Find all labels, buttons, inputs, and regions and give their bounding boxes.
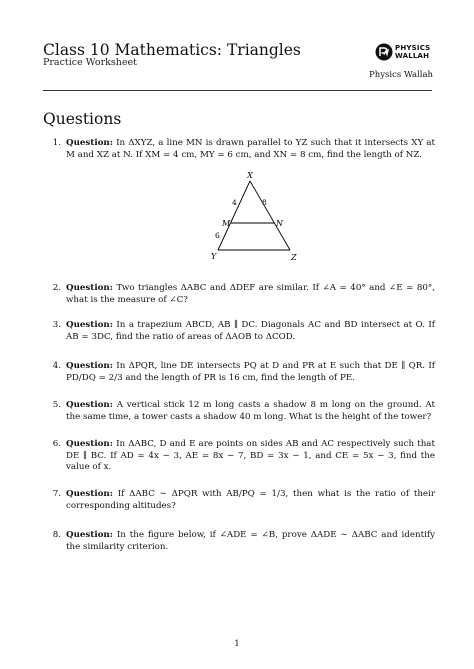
question-label: Question:	[66, 439, 113, 449]
point-m-label: M	[222, 219, 231, 228]
xn-length-label: 8	[262, 198, 267, 207]
question-label: Question:	[66, 530, 113, 540]
side-xz	[250, 181, 290, 250]
question-number: 7.	[52, 489, 61, 499]
question-number: 6.	[52, 439, 61, 449]
question-label: Question:	[66, 400, 113, 410]
my-length-label: 6	[215, 231, 220, 240]
point-n-label: N	[276, 219, 283, 228]
question-number: 2.	[52, 283, 61, 293]
vertex-y-label: Y	[211, 252, 217, 261]
question-text: In a trapezium ABCD, AB ∥ DC. Diagonals AC and BD intersect at O. If AB = 3DC, find the ratio of areas of ΔAOB to ΔCOD.	[66, 320, 436, 342]
side-xy	[218, 181, 250, 250]
question-item	[48, 138, 435, 161]
question-label: Question:	[66, 361, 113, 371]
question-item	[48, 439, 435, 474]
question-number: 1.	[52, 138, 61, 148]
question-label: Question:	[66, 138, 113, 148]
question-text: A vertical stick 12 m long casts a shadow 8 m long on the ground. At the same time, a tower casts a shadow 40 m long. What is the height of the tower?	[66, 400, 436, 422]
vertex-x-label: X	[247, 171, 253, 180]
question-text: If ΔABC ∼ ΔPQR with AB/PQ = 1/3, then what is the ratio of their corresponding altitudes?	[66, 489, 435, 511]
question-text: In ΔPQR, line DE intersects PQ at D and PR at E such that DE ∥ QR. If PD/DQ = 2/3 and the length of PR is 16 cm, find the length of PE.	[66, 361, 435, 383]
question-number: 3.	[52, 320, 61, 330]
vertex-z-label: Z	[291, 253, 297, 262]
question-number: 5.	[52, 400, 61, 410]
question-item	[48, 530, 435, 553]
question-item	[48, 489, 435, 512]
brand-name: Physics Wallah	[369, 70, 433, 80]
xm-length-label: 4	[232, 198, 237, 207]
logo-text	[395, 44, 430, 60]
triangle-xyz-figure	[205, 170, 305, 270]
section-heading: Questions	[43, 110, 122, 128]
question-label: Question:	[66, 283, 113, 293]
page-number: 1	[234, 639, 240, 649]
logo-text-line2: WALLAH	[395, 52, 430, 60]
logo-text-line1: PHYSICS	[395, 44, 431, 52]
question-text: Two triangles ΔABC and ΔDEF are similar. If ∠A = 40° and ∠E = 80°, what is the measure of ∠C?	[66, 283, 435, 305]
question-item	[48, 283, 435, 306]
header-divider	[43, 90, 432, 91]
question-item	[48, 400, 435, 423]
question-item	[48, 320, 435, 343]
question-label: Question:	[66, 489, 113, 499]
question-number: 4.	[52, 361, 61, 371]
physics-wallah-logo	[375, 42, 435, 64]
page-subtitle: Practice Worksheet	[43, 57, 137, 68]
pw-logo-icon	[375, 43, 393, 61]
page-title: Class 10 Mathematics: Triangles	[43, 41, 301, 59]
question-text: In ΔXYZ, a line MN is drawn parallel to YZ such that it intersects XY at M and XZ at N. If XM = 4 cm, MY = 6 cm, and XN = 8 cm, find the length of NZ.	[66, 138, 436, 160]
question-text: In the figure below, if ∠ADE = ∠B, prove ΔADE ∼ ΔABC and identify the similarity criterion.	[66, 530, 435, 552]
question-item	[48, 361, 435, 384]
question-text: In ΔABC, D and E are points on sides AB and AC respectively such that DE ∥ BC. If AD = 4x − 3, AE = 8x − 7, BD = 3x − 1, and CE = 5x − 3, find the value of x.	[66, 439, 435, 473]
question-label: Question:	[66, 320, 113, 330]
question-number: 8.	[52, 530, 61, 540]
